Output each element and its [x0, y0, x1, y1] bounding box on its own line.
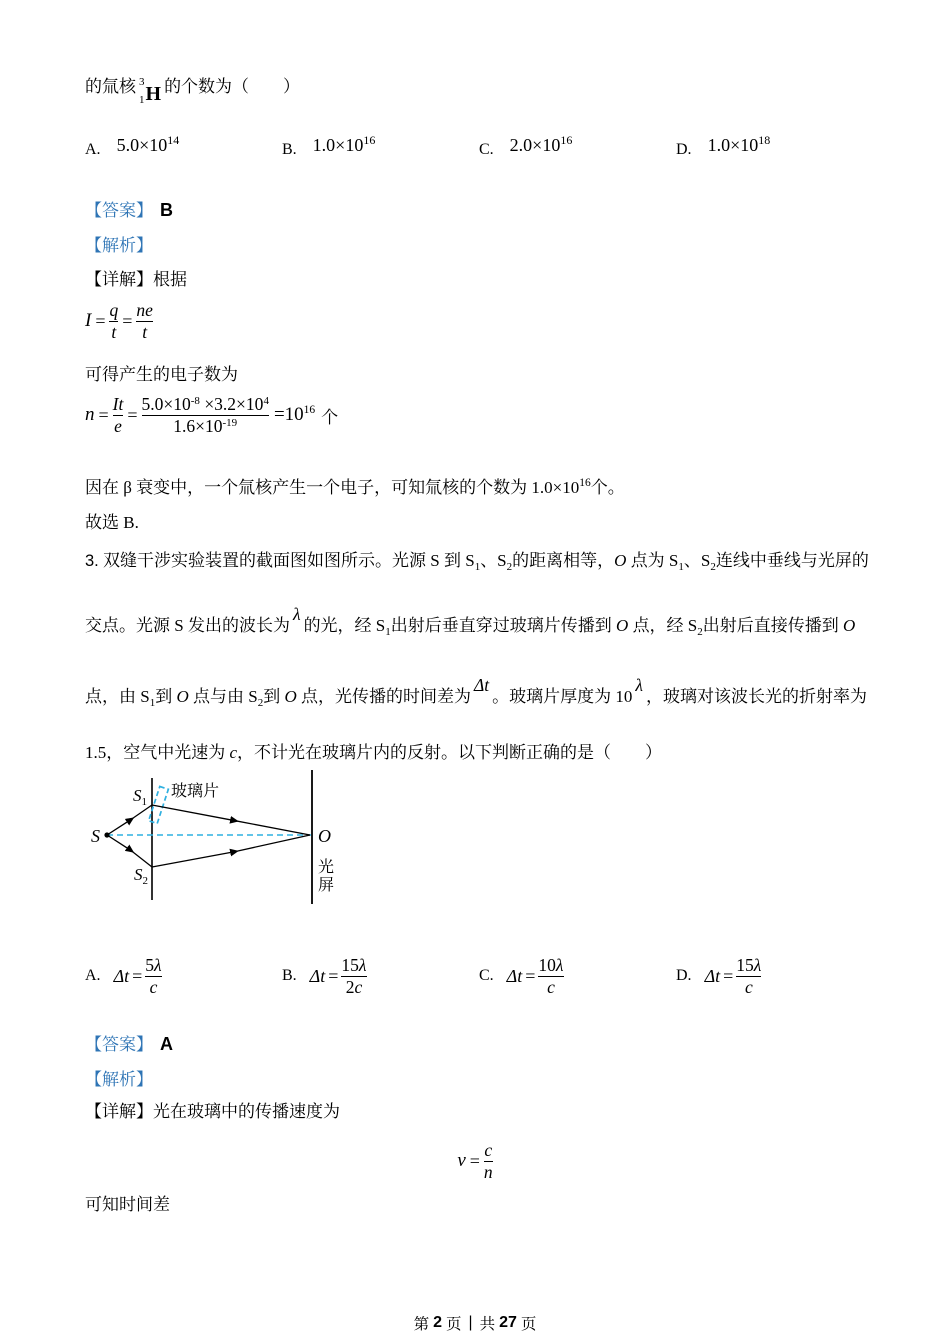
- text-segment: 点，经 S: [628, 616, 698, 635]
- subscript: 2: [257, 697, 264, 709]
- var: λ: [358, 955, 367, 975]
- var: λ: [753, 955, 762, 975]
- source-point-dot: [104, 832, 109, 837]
- equals-sign: =: [723, 965, 734, 986]
- double-slit-diagram: [85, 768, 425, 910]
- answer-letter: B: [160, 200, 173, 220]
- fraction-denominator: t: [136, 321, 153, 343]
- formula-lhs: n: [85, 404, 95, 426]
- fraction-numerator: [142, 394, 269, 415]
- exponent: -8: [190, 395, 200, 407]
- lambda-inline: λ: [635, 675, 643, 695]
- math-var: O: [284, 687, 297, 706]
- q3-formula-v: [457, 1140, 492, 1182]
- ray-s-to-s1: [107, 805, 152, 835]
- equals-sign: =: [95, 310, 106, 331]
- q3-stem-line4: [85, 738, 662, 763]
- delta-t: Δt: [704, 965, 721, 986]
- q2-option-d: [676, 133, 873, 161]
- q2-stem-suffix: 的个数为（ ）: [164, 77, 301, 96]
- option-value-exp: 16: [560, 133, 573, 147]
- equals-sign: =: [127, 404, 138, 425]
- math-var: O: [616, 616, 629, 635]
- option-label: B.: [282, 967, 297, 985]
- fraction: [145, 955, 161, 997]
- fraction-numerator: [145, 955, 161, 976]
- text-segment: 到: [263, 687, 285, 706]
- q3-option-d: [676, 955, 873, 997]
- option-value-exp: 16: [363, 133, 376, 147]
- fraction-denominator: [538, 976, 563, 998]
- exponent: 16: [579, 477, 591, 489]
- equals-sign: =: [328, 965, 339, 986]
- nuclide-symbol: H: [145, 83, 162, 105]
- q2-detail-line: [85, 265, 187, 290]
- option-label: C.: [479, 140, 494, 158]
- footer-text: 第: [413, 1316, 430, 1333]
- q3-option-b: [282, 955, 479, 997]
- text-segment: 出射后垂直穿过玻璃片传播到: [390, 616, 617, 635]
- equals-sign: =: [98, 404, 109, 425]
- label-source-s: S: [91, 826, 100, 846]
- result-base: =10: [273, 404, 304, 426]
- fraction-numeric: [142, 394, 269, 436]
- ray-s1-to-o: [152, 805, 310, 835]
- q2-answer-line: [85, 196, 173, 221]
- text-segment: 的距离相等，: [512, 551, 615, 570]
- option-value-base: 5.0×10: [116, 135, 168, 155]
- nuclide-atomic-number: 1: [139, 94, 145, 106]
- q2-formula-n: [85, 394, 338, 436]
- option-value-base: 2.0×10: [509, 135, 561, 155]
- subscript: 1: [149, 697, 156, 709]
- text-segment: 。玻璃片厚度为 10: [492, 687, 633, 706]
- q2-analysis-line: [85, 231, 153, 256]
- page-footer: [0, 1312, 950, 1334]
- q3-analysis-line: [85, 1065, 153, 1090]
- q3-detail-line: [85, 1097, 340, 1122]
- q3-stem-line2: [85, 604, 856, 638]
- analysis-label: 【解析】: [85, 1070, 153, 1089]
- text-segment: ，不计光在玻璃片内的反射。以下判断正确的是（ ）: [237, 743, 663, 762]
- var: c: [149, 976, 158, 997]
- exponent: 4: [263, 395, 269, 407]
- fraction: [136, 300, 153, 342]
- option-label: C.: [479, 967, 494, 985]
- fraction-numerator: It: [112, 394, 124, 414]
- var: c: [547, 976, 555, 997]
- equals-sign: =: [525, 965, 536, 986]
- label-point-o: O: [318, 826, 331, 846]
- q3-answer-line: [85, 1030, 173, 1055]
- q3-option-a: [85, 955, 282, 997]
- question-number: 3.: [85, 552, 99, 570]
- var: c: [744, 976, 753, 997]
- ray-s-to-s2: [107, 835, 152, 867]
- coef: 2: [345, 976, 355, 997]
- answer-label: 【答案】: [85, 1035, 153, 1054]
- math-var: O: [843, 616, 856, 635]
- current-page-number: 2: [433, 1314, 443, 1331]
- q2-electrons-intro: [85, 360, 238, 385]
- footer-text: 页: [520, 1316, 537, 1333]
- paragraph-text: 个。: [590, 478, 625, 497]
- var: c: [354, 976, 363, 997]
- text-segment: 出射后直接传播到: [702, 616, 844, 635]
- text-segment: 点，由 S: [85, 687, 150, 706]
- label-glass-plate: 玻璃片: [171, 783, 220, 800]
- option-label: A.: [85, 140, 101, 158]
- q2-formula-current: [85, 300, 153, 342]
- coef: 15: [736, 955, 754, 975]
- delta-t: Δt: [113, 965, 130, 986]
- text-segment: 连线中垂线与光屏的: [715, 551, 869, 570]
- exponent: -19: [222, 416, 238, 429]
- fraction-numerator: ne: [136, 300, 153, 320]
- formula-lhs: I: [85, 310, 92, 332]
- option-value: [117, 133, 180, 156]
- delta-t-inline: Δt: [474, 675, 490, 695]
- label-slit-s1: [133, 786, 147, 808]
- label-screen-char1: 光: [318, 859, 335, 876]
- fraction-numerator: q: [109, 300, 119, 320]
- text-segment: 到: [155, 687, 177, 706]
- subscript: 1: [385, 626, 391, 638]
- label-s2-base: S: [134, 865, 143, 884]
- option-value-base: 1.0×10: [312, 135, 364, 155]
- text-segment: 、S: [480, 551, 507, 570]
- text-segment: 双缝干涉实验装置的截面图如图所示。光源 S 到 S: [98, 551, 475, 570]
- q2-option-a: [85, 133, 282, 161]
- equals-sign: =: [122, 310, 133, 331]
- text-segment: 点，光传播的时间差为: [296, 687, 471, 706]
- text-segment: 1.5，空气中光速为: [85, 743, 230, 762]
- formula-lhs: v: [457, 1150, 466, 1172]
- fraction-denominator: [341, 976, 366, 998]
- option-value-base: 1.0×10: [707, 135, 759, 155]
- fraction-denominator: [736, 976, 761, 998]
- q3-option-c: [479, 955, 676, 997]
- option-label: D.: [676, 140, 692, 158]
- q2-stem: [85, 72, 300, 113]
- q3-options-row: [85, 955, 885, 997]
- answer-letter: A: [160, 1034, 173, 1054]
- fraction-denominator: t: [111, 321, 117, 342]
- value: 5.0×10: [141, 394, 191, 414]
- label-s2-sub: 2: [142, 875, 148, 887]
- equals-sign: =: [469, 1150, 480, 1171]
- paragraph-text: 故选 B.: [85, 513, 139, 532]
- result-exponent: 16: [303, 404, 316, 417]
- math-var: O: [614, 551, 627, 570]
- option-value: [708, 133, 771, 156]
- fraction-numerator: c: [484, 1140, 493, 1160]
- q2-stem-prefix: 的氚核: [85, 77, 136, 96]
- fraction-numerator: [538, 955, 563, 976]
- subscript: 1: [678, 561, 684, 573]
- subscript: 1: [474, 561, 481, 573]
- label-screen-char2: 屏: [318, 877, 335, 894]
- subscript: 2: [506, 561, 513, 573]
- fraction: [484, 1140, 493, 1182]
- text-segment: 的光，经 S: [303, 616, 386, 635]
- q2-option-c: [479, 133, 676, 161]
- footer-text: 共: [479, 1316, 496, 1333]
- fraction-denominator: e: [114, 415, 122, 436]
- q2-beta-line: [85, 473, 625, 498]
- detail-text: 光在玻璃中的传播速度为: [153, 1102, 340, 1121]
- fraction: [538, 955, 563, 997]
- fraction-numerator: [736, 955, 761, 976]
- detail-label: 【详解】: [85, 270, 153, 289]
- math-var: c: [229, 743, 238, 762]
- coef: 10: [538, 955, 556, 975]
- detail-label: 【详解】: [85, 1102, 153, 1121]
- text-segment: 交点。光源 S 发出的波长为: [85, 616, 290, 635]
- option-label: B.: [282, 140, 297, 158]
- option-value-exp: 18: [758, 133, 771, 147]
- tritium-nuclide: [139, 77, 161, 106]
- delta-t: Δt: [309, 965, 326, 986]
- delta-t: Δt: [506, 965, 523, 986]
- answer-label: 【答案】: [85, 201, 153, 220]
- var: λ: [555, 955, 564, 975]
- fraction-denominator: n: [483, 1161, 493, 1182]
- coef: 5: [145, 955, 155, 975]
- label-slit-s2: [134, 865, 148, 887]
- analysis-label: 【解析】: [85, 236, 153, 255]
- nuclide-mass-number: 3: [139, 76, 145, 88]
- option-value: [313, 133, 376, 156]
- paragraph-text: 因在 β 衰变中，一个氚核产生一个电子，可知氚核的个数为 1.0×10: [85, 478, 580, 497]
- fraction: [113, 394, 124, 436]
- option-label: A.: [85, 967, 101, 985]
- fraction: [341, 955, 366, 997]
- q2-option-b: [282, 133, 479, 161]
- var: λ: [154, 955, 162, 975]
- option-value-exp: 14: [167, 133, 180, 147]
- subscript: 2: [710, 561, 716, 573]
- text-segment: 点与由 S: [188, 687, 258, 706]
- option-label: D.: [676, 967, 692, 985]
- fraction-numerator: [341, 955, 366, 976]
- value: ×3.2×10: [199, 394, 264, 414]
- ray-s2-to-o: [152, 835, 310, 867]
- fraction-denominator: [142, 415, 269, 437]
- total-page-number: 27: [499, 1314, 517, 1331]
- footer-separator: |: [468, 1314, 473, 1331]
- math-var: O: [176, 687, 189, 706]
- text-segment: 、S: [683, 551, 711, 570]
- label-s1-sub: 1: [141, 796, 147, 808]
- q3-stem-line1: [85, 546, 869, 573]
- result: [274, 404, 315, 426]
- fraction: [736, 955, 761, 997]
- unit-label: 个: [321, 407, 339, 427]
- q2-conclusion: [85, 508, 139, 533]
- q2-options-row: [85, 133, 885, 161]
- lambda-inline: λ: [292, 604, 301, 624]
- q3-stem-line3: [85, 675, 867, 709]
- option-value: [510, 133, 573, 156]
- value: 1.6×10: [173, 415, 223, 436]
- text-segment: 点为 S: [626, 551, 679, 570]
- subscript: 2: [697, 626, 703, 638]
- footer-text: 页: [446, 1316, 462, 1333]
- paragraph-text: 可知时间差: [85, 1195, 170, 1214]
- paragraph-text: 可得产生的电子数为: [85, 365, 238, 384]
- text-segment: ，玻璃对该波长光的折射率为: [645, 687, 867, 706]
- equals-sign: =: [132, 965, 143, 986]
- detail-text: 根据: [153, 270, 187, 289]
- q3-formula-v-wrap: [85, 1140, 865, 1182]
- fraction: [109, 300, 118, 342]
- label-s1-base: S: [133, 786, 142, 805]
- q3-timediff-line: [85, 1190, 170, 1215]
- coef: 15: [341, 955, 359, 975]
- fraction-denominator: [145, 976, 161, 998]
